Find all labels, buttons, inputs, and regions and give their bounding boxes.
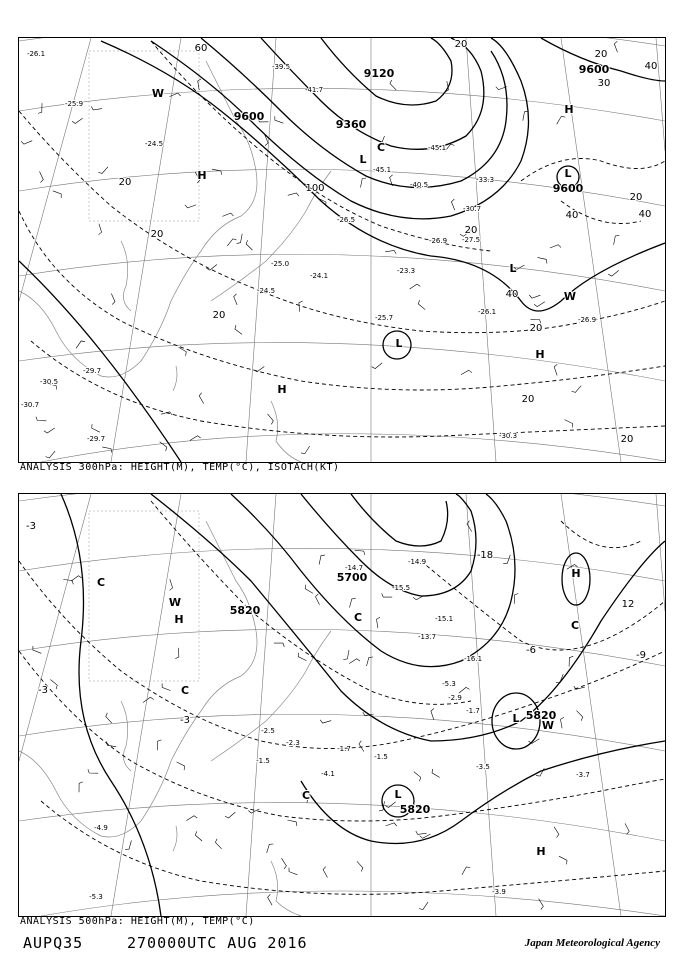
agency-name: Japan Meteorological Agency [524, 937, 660, 949]
analysis-box [89, 511, 199, 681]
wind-barb [299, 301, 303, 312]
isotach-label: 40 [505, 289, 519, 300]
wind-barb [614, 41, 617, 52]
wind-barb [416, 831, 427, 834]
isotach-label: 20 [454, 39, 468, 50]
isotach-label: 20 [529, 323, 543, 334]
wind-barb [572, 386, 582, 393]
temperature-label: -29.7 [86, 435, 106, 443]
temperature-label: -24.1 [309, 272, 329, 280]
temperature-label: -24.5 [144, 140, 164, 148]
temperature-label: -4.9 [94, 824, 108, 832]
wind-barb [529, 295, 540, 298]
caption-500hpa: ANALYSIS 500hPa: HEIGHT(M), TEMP(°C) [20, 916, 255, 927]
wind-barb [79, 782, 83, 792]
wind-barb [33, 646, 41, 653]
labels-500 [26, 521, 646, 901]
lat-line [19, 494, 665, 506]
wind-barb [385, 250, 396, 253]
isotherm-label: 12 [621, 599, 635, 610]
wind-barb [267, 844, 274, 853]
pressure-center: H [197, 169, 207, 182]
temperature-label: -45.1 [427, 144, 447, 152]
lon-line [111, 38, 181, 462]
analysis-500hpa-panel [18, 493, 666, 917]
wind-barb [275, 116, 284, 123]
analysis-box [89, 51, 199, 221]
wind-barb [227, 239, 236, 246]
wind-barb [206, 265, 217, 271]
wind-barb [462, 867, 470, 875]
temperature-label: -45.1 [372, 166, 392, 174]
wind-barb [111, 294, 115, 305]
isotach-label: 20 [118, 177, 132, 188]
height-contours-300 [19, 38, 665, 462]
lat-line [19, 254, 665, 291]
wind-barb [561, 717, 564, 728]
lat-line [19, 803, 665, 841]
coastline-philippines [271, 401, 301, 462]
isotherm-label: -9 [636, 650, 646, 661]
wind-barb [320, 720, 331, 723]
height-label: 5820 [525, 709, 557, 722]
height-label: 9600 [233, 110, 265, 123]
wind-barb [102, 447, 112, 453]
wind-barb [268, 414, 274, 424]
wind-barb [287, 820, 296, 826]
wind-barb [418, 300, 425, 310]
graticule-300 [19, 38, 665, 462]
wind-barb [222, 213, 233, 216]
wind-barb [386, 823, 397, 826]
lon-line [656, 38, 665, 151]
wind-barb [467, 521, 472, 532]
wind-barb [36, 417, 46, 421]
temperature-label: -16.1 [463, 655, 483, 663]
wind-barb [71, 576, 82, 581]
wind-barb [554, 364, 557, 375]
lat-line [19, 38, 665, 46]
wind-barb [350, 598, 356, 607]
lon-line [656, 494, 665, 611]
cold-warm-label: C [570, 619, 580, 632]
temperature-label: -29.7 [82, 367, 102, 375]
cold-warm-label: W [151, 87, 165, 100]
isotach-label: 100 [305, 183, 325, 194]
wind-barb [76, 341, 85, 348]
cold-warm-label: C [353, 611, 363, 624]
temperature-label: -26.9 [577, 316, 597, 324]
labels-300 [21, 39, 657, 445]
wind-barb [170, 93, 181, 97]
wind-barb [195, 831, 202, 841]
temperature-label: -30.7 [462, 205, 482, 213]
wind-barb [92, 424, 100, 432]
isotach-label: 30 [597, 78, 611, 89]
isotach-label: 20 [150, 229, 164, 240]
lat-line [41, 434, 665, 462]
lat-line [41, 891, 665, 916]
wind-barb [106, 713, 112, 723]
height-label: 5700 [336, 571, 368, 584]
isotherm-label: -3 [38, 685, 48, 696]
isotherm-label: -3 [180, 715, 190, 726]
wind-barb [565, 420, 573, 428]
wind-barb [459, 687, 470, 693]
wind-barb [21, 141, 32, 144]
wind-barb [414, 772, 421, 782]
wind-barb [162, 683, 171, 690]
coastline-japan [211, 631, 331, 761]
wind-barb [91, 106, 102, 110]
wind-barb [298, 653, 306, 661]
isotherms-300 [19, 41, 665, 437]
temperature-label: -14.9 [407, 558, 427, 566]
isotach-label: 40 [565, 210, 579, 221]
wind-barb [179, 347, 187, 356]
map-500hpa [19, 494, 665, 916]
temperature-label: -2.9 [448, 694, 462, 702]
temperature-label: -3.7 [576, 771, 590, 779]
wind-barb [432, 769, 440, 778]
wind-barb [451, 199, 454, 210]
wind-barb [72, 118, 83, 123]
temperature-label: -39.5 [271, 63, 291, 71]
wind-barb [157, 740, 161, 750]
wind-barb [185, 205, 196, 208]
wind-barb [254, 367, 265, 372]
wind-barb [44, 428, 55, 433]
temperature-label: -30.5 [39, 378, 59, 386]
temperature-label: -24.5 [256, 287, 276, 295]
isotherm-label: -3 [26, 521, 36, 532]
isotach-label: 20 [212, 310, 226, 321]
chart-footer [20, 934, 660, 954]
wind-barb [419, 902, 428, 909]
pressure-center: H [564, 103, 574, 116]
wind-barb [382, 593, 393, 597]
wind-barb [186, 816, 197, 821]
isotach-label: 40 [644, 61, 658, 72]
wind-barb [246, 240, 252, 250]
wind-barb [282, 858, 287, 869]
wind-barb [175, 648, 179, 659]
wind-barb [198, 79, 201, 90]
pressure-center: H [571, 567, 581, 580]
temperature-label: -25.0 [270, 260, 290, 268]
temperature-label: -3.9 [492, 888, 506, 896]
temperature-label: -26.1 [477, 308, 497, 316]
map-300hpa [19, 38, 665, 462]
wind-barb [557, 116, 566, 124]
wind-barb [143, 697, 154, 702]
wind-barb [50, 680, 57, 690]
wind-barb [539, 899, 544, 910]
height-label: 9360 [335, 118, 367, 131]
temperature-label: -3.5 [476, 763, 490, 771]
pressure-center: L [359, 153, 367, 166]
wind-barb [514, 594, 518, 604]
wind-barb [199, 393, 204, 404]
wind-barb [359, 741, 364, 752]
wind-barb [534, 302, 545, 307]
wind-barb [385, 802, 396, 808]
height-label: 9120 [363, 67, 395, 80]
wind-barb [377, 617, 380, 628]
temperature-label: -1.7 [337, 745, 351, 753]
temperature-label: -26.5 [336, 216, 356, 224]
cold-warm-label: C [96, 576, 106, 589]
wind-barb [349, 659, 360, 664]
height-label: 5820 [229, 604, 261, 617]
height-label: 9600 [552, 182, 584, 195]
wind-barb [550, 245, 561, 248]
wind-barb [538, 257, 547, 263]
issue-time: 270000UTC AUG 2016 [127, 934, 308, 952]
lon-line [561, 494, 621, 916]
lon-line [561, 38, 621, 462]
isotach-label: 20 [594, 49, 608, 60]
wind-barb [274, 643, 284, 647]
temperature-label: -26.9 [428, 237, 448, 245]
cold-warm-label: W [168, 596, 182, 609]
wind-barb [225, 812, 235, 818]
height-contours-500 [61, 494, 665, 916]
temperature-label: -1.5 [374, 753, 388, 761]
wind-barb [556, 674, 563, 682]
temperature-label: -13.7 [417, 633, 437, 641]
wind-barb [357, 861, 363, 871]
wind-barb [577, 711, 583, 721]
temperature-label: -40.5 [409, 181, 429, 189]
isotach-label: 20 [464, 225, 478, 236]
temperature-label: -15.5 [391, 584, 411, 592]
pressure-center: H [174, 613, 184, 626]
wind-barb [431, 709, 434, 720]
wind-barb [301, 446, 310, 454]
wind-barb [46, 451, 56, 458]
pressure-center: H [536, 845, 546, 858]
temperature-label: -23.3 [396, 267, 416, 275]
wind-barb [614, 235, 620, 245]
wind-barb [40, 172, 44, 183]
pressure-center: H [535, 348, 545, 361]
temperature-label: -33.3 [475, 176, 495, 184]
pressure-center: L [394, 788, 402, 801]
temperature-label: -30.3 [498, 432, 518, 440]
wind-barb [177, 762, 185, 770]
temperature-label: -25.9 [64, 100, 84, 108]
wind-barb [288, 193, 299, 196]
cold-warm-label: C [376, 141, 386, 154]
wind-barb [355, 550, 365, 555]
wind-barb [343, 650, 349, 660]
cold-warm-label: C [180, 684, 190, 697]
wind-barb [63, 580, 73, 585]
wind-barb [305, 585, 313, 594]
wind-barb [323, 867, 327, 878]
isotherm-label: -18 [476, 550, 494, 561]
isotherm-label: -6 [526, 645, 536, 656]
wind-barb [170, 579, 173, 590]
temperature-label: -1.5 [256, 757, 270, 765]
height-label: 9600 [578, 63, 610, 76]
pressure-center: L [395, 337, 403, 350]
temperature-label: -26.1 [26, 50, 46, 58]
lon-line [246, 494, 276, 916]
coastline-philippines [271, 861, 301, 916]
cold-warm-label: W [563, 290, 577, 303]
temperature-label: -5.3 [89, 893, 103, 901]
temperature-label: -15.1 [434, 615, 454, 623]
temperature-label: -1.7 [466, 707, 480, 715]
height-label: 5820 [399, 803, 431, 816]
wind-barb [235, 325, 242, 334]
temperature-label: -30.7 [20, 401, 40, 409]
isotherms-500 [19, 501, 665, 894]
wind-barb [361, 178, 367, 188]
isotach-label: 20 [629, 192, 643, 203]
temperature-label: -5.3 [442, 680, 456, 688]
isotach-label: 40 [638, 209, 652, 220]
wind-barb [372, 363, 382, 369]
isotach-label: 20 [521, 394, 535, 405]
analysis-300hpa-panel [18, 37, 666, 463]
wind-barb [98, 167, 108, 174]
pressure-center: L [509, 262, 517, 275]
wind-barb [554, 827, 559, 838]
wind-barb [234, 294, 237, 305]
coastline-taiwan [173, 826, 177, 851]
wind-barb [212, 169, 222, 175]
temperature-label: -2.5 [261, 727, 275, 735]
temperature-label: -14.7 [344, 564, 364, 572]
cold-warm-label: W [541, 719, 555, 732]
temperature-label: -25.7 [374, 314, 394, 322]
wind-barb [574, 686, 585, 689]
pressure-center: H [277, 383, 287, 396]
wind-barb [237, 234, 243, 244]
wind-barb [410, 284, 421, 289]
isotach-label: 60 [194, 43, 208, 54]
wind-barb [367, 657, 373, 666]
wind-barb [215, 839, 221, 849]
pressure-center: L [564, 167, 572, 180]
coastline-korea [121, 241, 131, 311]
wind-barb [625, 823, 629, 834]
wind-barb [125, 841, 131, 850]
wind-barb [559, 856, 567, 864]
wind-barb [319, 555, 325, 564]
wind-barb [316, 594, 320, 605]
coastline-asia [19, 521, 257, 837]
wind-barb [88, 769, 98, 773]
isotach-label: 20 [620, 434, 634, 445]
lat-line [19, 629, 665, 666]
lon-line [19, 38, 91, 301]
pressure-center: L [512, 712, 520, 725]
caption-300hpa: ANALYSIS 300hPa: HEIGHT(M), TEMP(°C), ISOTACH(KT) [20, 462, 340, 473]
wind-barb [289, 868, 297, 875]
lat-line [19, 343, 665, 381]
product-code: AUPQ35 [23, 934, 84, 952]
temperature-label: -27.5 [461, 236, 481, 244]
cold-warm-label: C [301, 789, 311, 802]
temperature-label: -41.7 [304, 86, 324, 94]
wind-barb [99, 224, 102, 235]
wind-barb [268, 894, 273, 905]
wind-barb [608, 270, 618, 276]
temperature-label: -2.3 [286, 739, 300, 747]
temperature-label: -4.1 [321, 770, 335, 778]
coastline-taiwan [173, 366, 177, 391]
wind-barb [390, 80, 396, 90]
wind-barb [53, 191, 61, 198]
wind-barb [461, 370, 472, 374]
